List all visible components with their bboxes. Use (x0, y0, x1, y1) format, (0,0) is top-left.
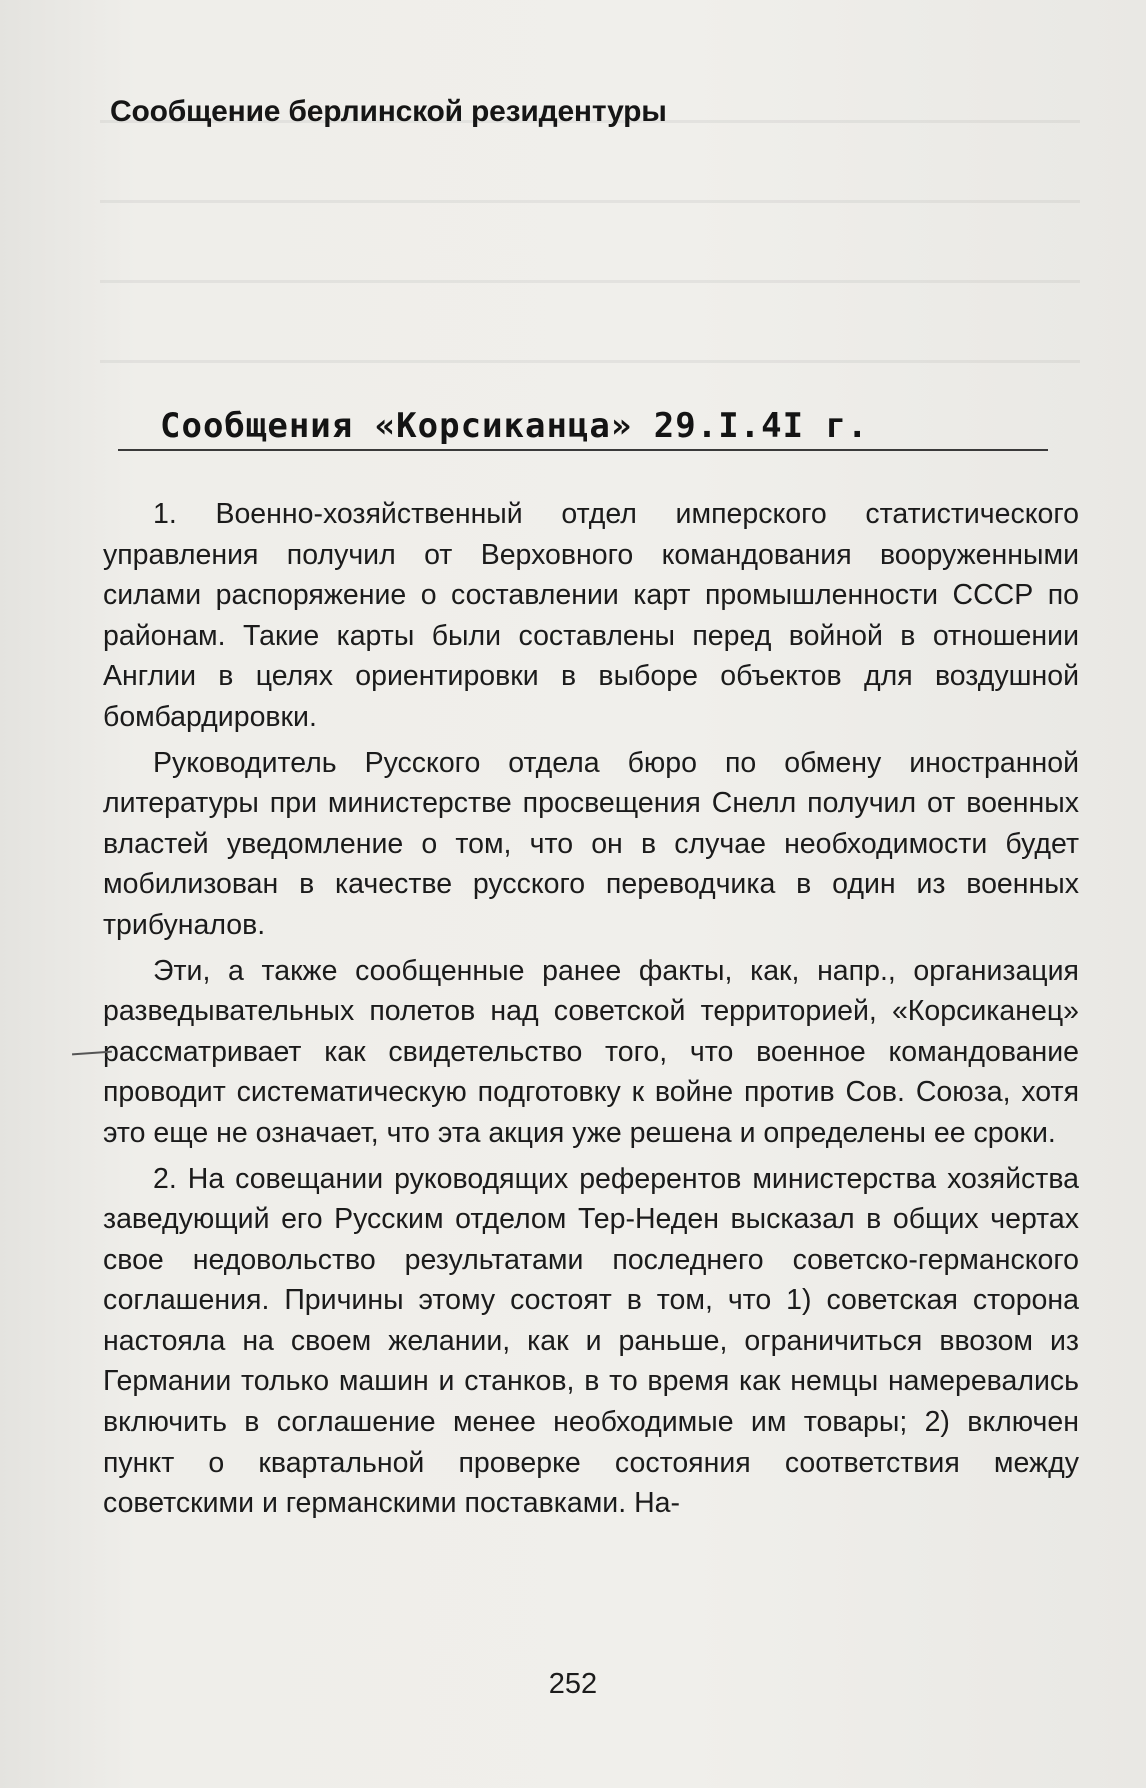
bleed-through-line (100, 200, 1080, 203)
paragraph: Эти, а также сообщенные ранее факты, как, напр., организация разведывательных полетов над советской территорией, «Корсиканец» рассматривает как свидетельство того, что военное командование проводит систематическую подготовку к войне против Сов. Союза, хотя это еще не означает, что эта акция уже решена и определены ее сроки. (103, 954, 1079, 1149)
paragraph: 2. На совещании руководящих референтов министерства хозяйства заведующий его Русским отделом Тер-Неден высказал в общих чертах свое недовольство результатами последнего советско-германского соглашения. Причины этому состоят в том, что 1) советская сторона настояла на своем желании, как и раньше, ограничиться ввозом из Германии только машин и станков, в то время как немцы намеревались включить в соглашение менее необходимые им товары; 2) включен пункт о квартальной проверке состояния соответствия между советскими и германскими поставками. На- (103, 1162, 1079, 1520)
document-body (103, 494, 1079, 1529)
section-heading: Сообщение берлинской резидентуры (110, 95, 667, 128)
bleed-through-line (100, 280, 1080, 283)
page-number: 252 (548, 1668, 598, 1700)
title-underline (118, 449, 1048, 451)
bleed-through-line (100, 360, 1080, 363)
document-title: Сообщения «Корсиканца» 29.I.4I г. (160, 406, 869, 446)
paragraph: 1. Военно-хозяйственный отдел имперского статистического управления получил от Верховного командования вооруженными силами распоряжение о составлении карт промышленности СССР по районам. Такие карты были составлены перед войной в отношении Англии в целях ориентировки в выборе объектов для воздушной бомбардировки. (103, 498, 1079, 733)
paragraph: Руководитель Русского отдела бюро по обмену иностранной литературы при министерстве просвещения Снелл получил от военных властей уведомление о том, что он в случае необходимости будет мобилизован в качестве русского переводчика в один из военных трибуналов. (103, 746, 1079, 941)
